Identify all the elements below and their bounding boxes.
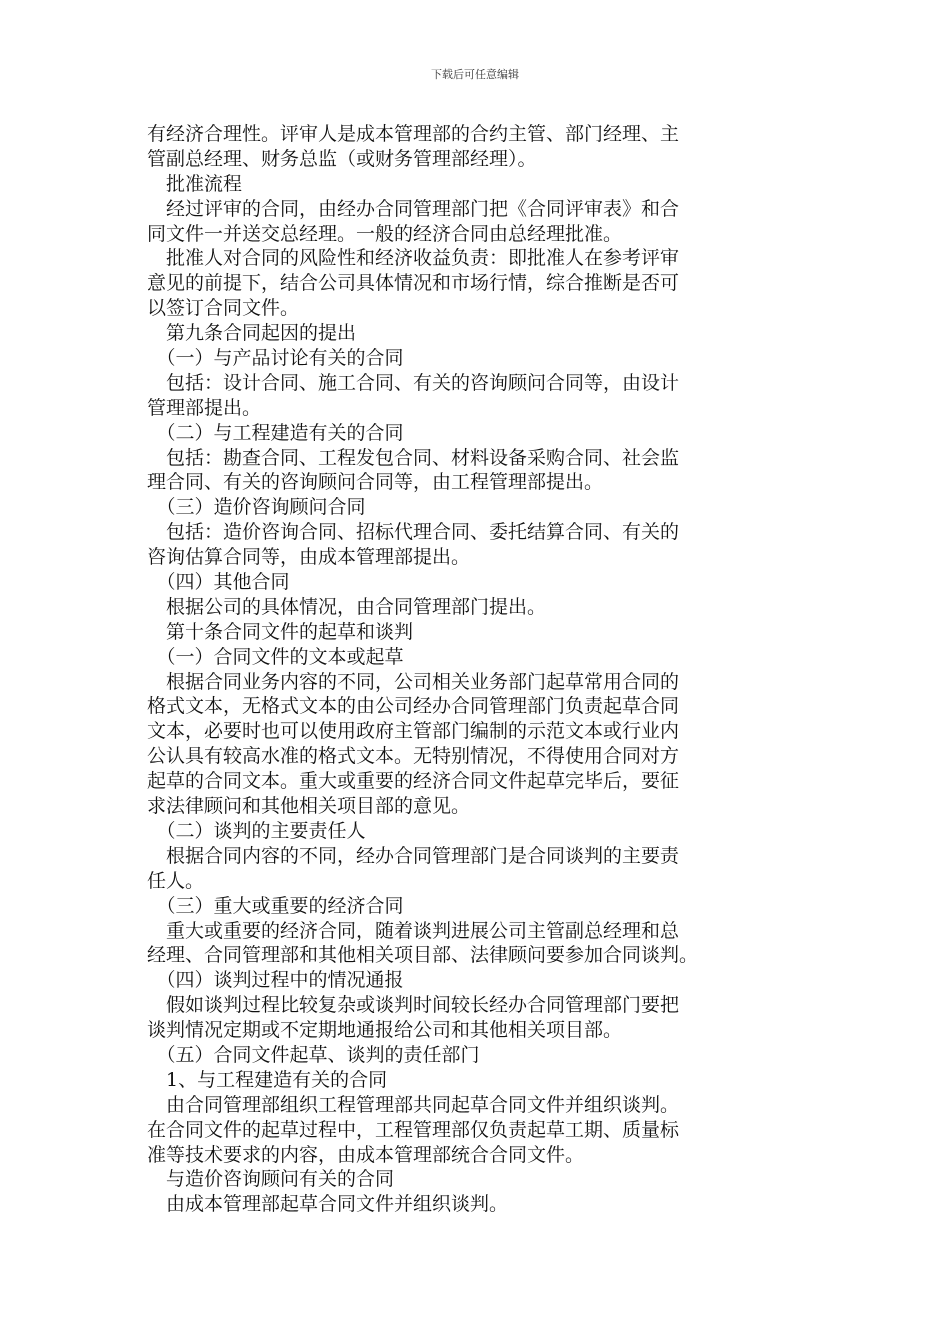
body-text-line: 由成本管理部起草合同文件并组织谈判。 (147, 1193, 509, 1216)
body-text-line: 根据合同内容的不同，经办合同管理部门是合同谈判的主要责 (147, 844, 680, 867)
body-text-line: 格式文本，无格式文本的由公司经办合同管理部门负责起草合同 (147, 695, 680, 718)
body-text-line: 管理部提出。 (147, 396, 262, 419)
body-text-line: 任人。 (147, 869, 205, 892)
body-text-line: 起草的合同文本。重大或重要的经济合同文件起草完毕后，要征 (147, 770, 680, 793)
body-text-line: 公认具有较高水准的格式文本。无特别情况，不得使用合同对方 (147, 745, 680, 768)
body-text-line: 经过评审的合同，由经办合同管理部门把《合同评审表》和合 (147, 197, 680, 220)
body-text-line: 包括：设计合同、施工合同、有关的咨询顾问合同等，由设计 (147, 371, 680, 394)
body-text-line: （一）合同文件的文本或起草 (147, 645, 404, 668)
body-text-line: 在合同文件的起草过程中，工程管理部仅负责起草工期、质量标 (147, 1118, 680, 1141)
body-text-line: 包括：造价咨询合同、招标代理合同、委托结算合同、有关的 (147, 521, 680, 544)
body-text-line: 批准人对合同的风险性和经济收益负责：即批准人在参考评审 (147, 247, 680, 270)
body-text-line: 管副总经理、财务总监（或财务管理部经理）。 (147, 147, 537, 170)
body-text-line: 有经济合理性。评审人是成本管理部的合约主管、部门经理、主 (147, 123, 680, 145)
body-text-line: （三）造价咨询顾问合同 (147, 496, 366, 519)
body-text-line: 根据合同业务内容的不同，公司相关业务部门起草常用合同的 (147, 670, 680, 693)
body-text-line: （三）重大或重要的经济合同 (147, 894, 404, 917)
body-text-line: 文本，必要时也可以使用政府主管部门编制的示范文本或行业内 (147, 720, 680, 743)
body-text-line: 根据公司的具体情况，由合同管理部门提出。 (147, 595, 547, 618)
body-text-line: （四）其他合同 (147, 571, 290, 594)
body-text-line: 假如谈判过程比较复杂或谈判时间较长经办合同管理部门要把 (147, 994, 680, 1017)
document-body (147, 122, 787, 1217)
body-text-line: （二）与工程建造有关的合同 (147, 421, 404, 444)
body-text-line: 批准流程 (147, 172, 243, 195)
body-text-line: （五）合同文件起草、谈判的责任部门 (147, 1043, 480, 1066)
body-text-line: 咨询估算合同等，由成本管理部提出。 (147, 546, 471, 569)
body-text-line: 同文件一并送交总经理。一般的经济合同由总经理批准。 (147, 222, 623, 245)
body-text-line: 由合同管理部组织工程管理部共同起草合同文件并组织谈判。 (147, 1093, 680, 1116)
body-text-line: 1、与工程建造有关的合同 (147, 1068, 388, 1091)
body-text-line: 包括：勘查合同、工程发包合同、材料设备采购合同、社会监 (147, 446, 680, 469)
body-text-line: 重大或重要的经济合同，随着谈判进展公司主管副总经理和总 (147, 919, 680, 942)
body-text-line: 求法律顾问和其他相关项目部的意见。 (147, 795, 471, 818)
body-text-line: 与造价咨询顾问有关的合同 (147, 1168, 395, 1191)
body-text-line: 第十条合同文件的起草和谈判 (147, 620, 414, 643)
body-text-line: 准等技术要求的内容，由成本管理部统合合同文件。 (147, 1143, 585, 1166)
body-text-line: 意见的前提下，结合公司具体情况和市场行情，综合推断是否可 (147, 272, 680, 295)
page-header: 下载后可任意编辑 (431, 68, 519, 81)
body-text-line: （二）谈判的主要责任人 (147, 819, 366, 842)
body-text-line: 经理、合同管理部和其他相关项目部、法律顾问要参加合同谈判。 (147, 944, 699, 967)
body-text-line: 理合同、有关的咨询顾问合同等，由工程管理部提出。 (147, 471, 604, 494)
body-text-line: （一）与产品讨论有关的合同 (147, 347, 404, 370)
body-text-line: 以签订合同文件。 (147, 297, 300, 320)
body-text-line: 第九条合同起因的提出 (147, 322, 357, 345)
body-text-line: 谈判情况定期或不定期地通报给公司和其他相关项目部。 (147, 1019, 623, 1042)
body-text-line: （四）谈判过程中的情况通报 (147, 969, 404, 992)
